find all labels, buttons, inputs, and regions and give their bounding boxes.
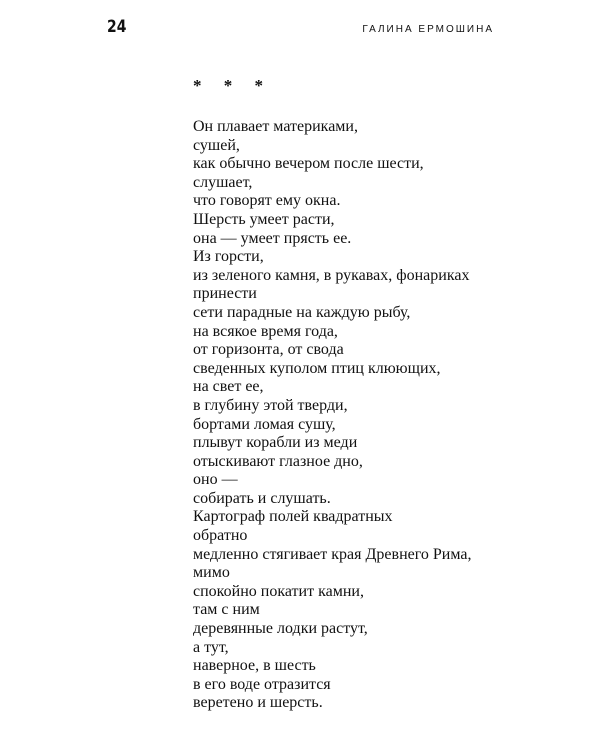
poem-line: из зеленого камня, в рукавах, фонариках: [193, 266, 470, 284]
poem-line: в его воде отразится: [193, 675, 331, 693]
poem-line: отыскивают глазное дно,: [193, 452, 363, 470]
poem-line: Картограф полей квадратных: [193, 508, 393, 526]
page-number: 24: [107, 17, 127, 37]
poem-line: плывут корабли из меди: [193, 434, 358, 452]
poem-line: медленно стягивает края Древнего Рима,: [193, 545, 472, 563]
poem-line: наверное, в шесть: [193, 657, 316, 675]
poem: [193, 76, 533, 713]
poem-line: Из горсти,: [193, 248, 264, 266]
running-head-author: ГАЛИНА ЕРМОШИНА: [362, 24, 494, 35]
poem-line: бортами ломая сушу,: [193, 415, 336, 433]
poem-line: веретено и шерсть.: [193, 694, 323, 712]
poem-line: от горизонта, от свода: [193, 341, 344, 359]
poem-separator: * * *: [193, 76, 272, 95]
poem-line: деревянные лодки растут,: [193, 620, 368, 638]
poem-line: принести: [193, 285, 257, 303]
poem-line: мимо: [193, 564, 230, 582]
poem-line: слушает,: [193, 173, 253, 191]
poem-line: сушей,: [193, 136, 240, 154]
poem-lines: [193, 118, 533, 713]
poem-line: как обычно вечером после шести,: [193, 155, 424, 173]
poem-line: оно —: [193, 471, 238, 489]
poem-line: сети парадные на каждую рыбу,: [193, 303, 411, 321]
poem-line: в глубину этой тверди,: [193, 396, 348, 414]
poem-line: а тут,: [193, 638, 229, 656]
poem-line: спокойно покатит камни,: [193, 582, 364, 600]
poem-line: Он плавает материками,: [193, 118, 358, 135]
poem-line: она — умеет прясть ее.: [193, 229, 352, 247]
poem-line: сведенных куполом птиц клюющих,: [193, 359, 441, 377]
poem-line: на всякое время года,: [193, 322, 338, 340]
poem-line: собирать и слушать.: [193, 489, 331, 507]
poem-line: там с ним: [193, 601, 260, 619]
poem-line: на свет ее,: [193, 378, 264, 396]
poem-line: Шерсть умеет расти,: [193, 210, 335, 228]
poem-line: что говорят ему окна.: [193, 192, 341, 210]
poem-line: обратно: [193, 527, 248, 545]
